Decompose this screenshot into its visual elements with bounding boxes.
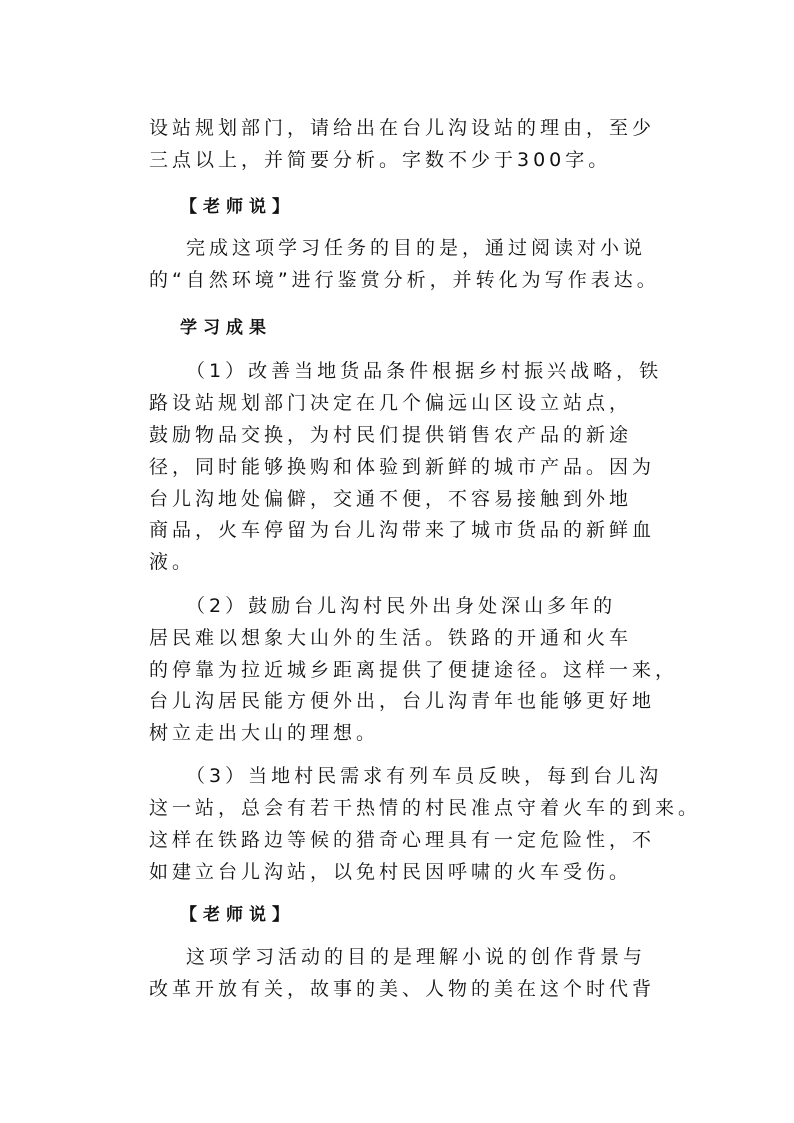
paragraph-line: 径，同时能够换购和体验到新鲜的城市产品。因为	[149, 456, 656, 478]
paragraph-line: 的“自然环境”进行鉴赏分析，并转化为写作表达。	[149, 269, 660, 291]
paragraph-line: 鼓励物品交换，为村民们提供销售农产品的新途	[149, 424, 633, 446]
paragraph-line: 完成这项学习任务的目的是，通过阅读对小说	[186, 237, 647, 259]
paragraph-line: （3）当地村民需求有列车员反映，每到台儿沟	[186, 765, 663, 787]
paragraph-line: 台儿沟居民能方便外出，台儿沟青年也能够更好地	[149, 690, 656, 712]
paragraph-line: （2）鼓励台儿沟村民外出身处深山多年的	[186, 595, 617, 617]
paragraph-line: 路设站规划部门决定在几个偏远山区设立站点，	[149, 392, 633, 414]
paragraph-line: 如建立台儿沟站，以免村民因呼啸的火车受伤。	[149, 861, 633, 883]
paragraph-line: 树立走出大山的理想。	[149, 722, 380, 744]
paragraph-line: 改革开放有关，故事的美、人物的美在这个时代背	[149, 978, 656, 1000]
paragraph-line: 这一站，总会有若干热情的村民准点守着火车的到来。	[149, 797, 702, 819]
section-heading-teacher-says: 【老师说】	[180, 905, 295, 925]
paragraph-line: 液。	[149, 551, 196, 573]
section-heading-learning-results: 学习成果	[180, 318, 272, 338]
paragraph-line: 的停靠为拉近城乡距离提供了便捷途径。这样一来，	[149, 659, 679, 681]
paragraph-line: 商品，火车停留为台儿沟带来了城市货品的新鲜血	[149, 519, 656, 541]
paragraph-line: （1）改善当地货品条件根据乡村振兴战略，铁	[186, 360, 663, 382]
paragraph-line: 设站规划部门，请给出在台儿沟设站的理由，至少	[149, 117, 656, 139]
paragraph-line: 台儿沟地处偏僻，交通不便，不容易接触到外地	[149, 488, 633, 510]
paragraph-line: 居民难以想象大山外的生活。铁路的开通和火车	[149, 627, 633, 649]
section-heading-teacher-says: 【老师说】	[180, 197, 295, 217]
paragraph-line: 三点以上，并简要分析。字数不少于300字。	[149, 149, 612, 171]
paragraph-line: 这项学习活动的目的是理解小说的创作背景与	[186, 946, 647, 968]
paragraph-line: 这样在铁路边等候的猎奇心理具有一定危险性，不	[149, 829, 656, 851]
